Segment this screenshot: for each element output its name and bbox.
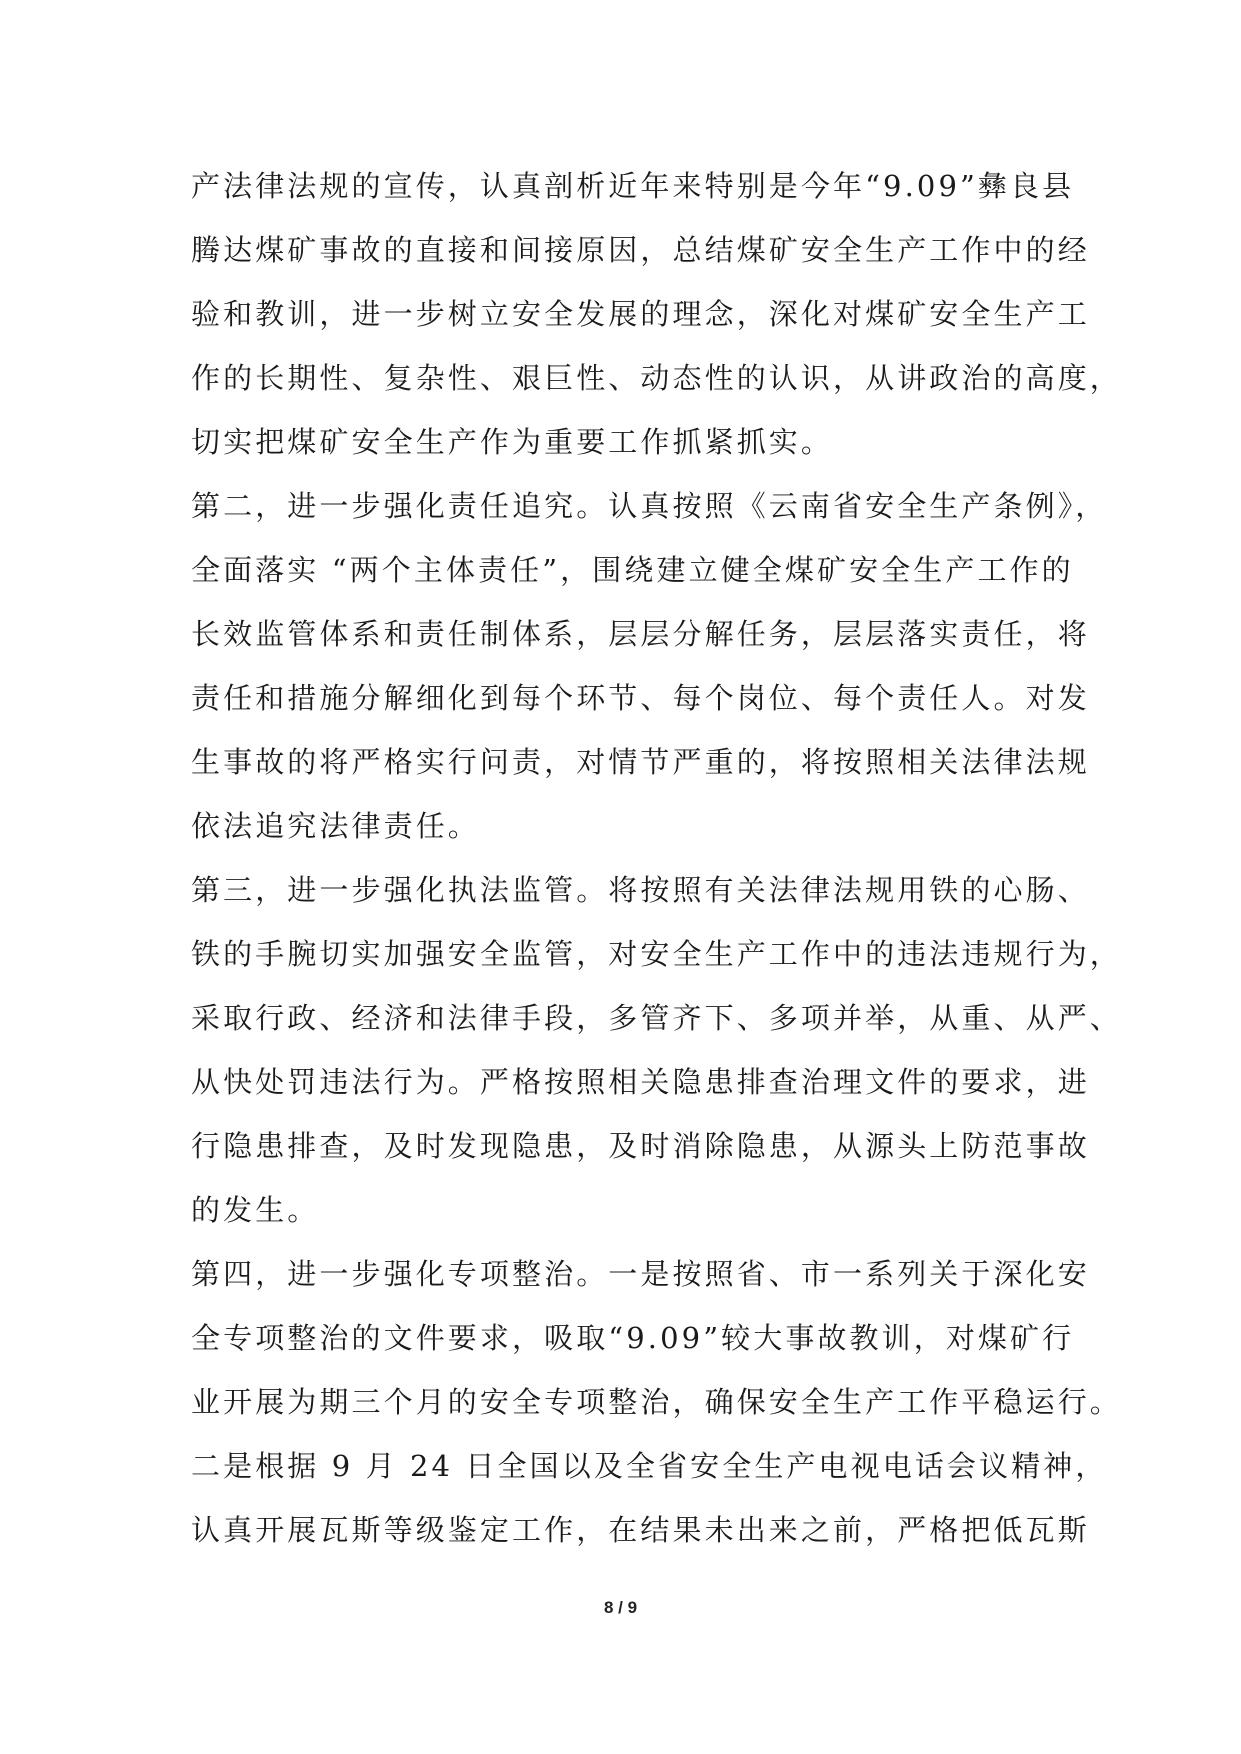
- text-line: 全专项整治的文件要求，吸取“9.09”较大事故教训，对煤矿行: [191, 1321, 1075, 1355]
- text-line: 产法律法规的宣传，认真剖析近年来特别是今年“9.09”彝良县: [191, 169, 1075, 203]
- text-line: 全面落实 “两个主体责任”，围绕建立健全煤矿安全生产工作的: [191, 553, 1074, 587]
- text-line: 行隐患排查，及时发现隐患，及时消除隐患，从源头上防范事故: [191, 1129, 1090, 1163]
- text-line: 验和教训，进一步树立安全发展的理念，深化对煤矿安全生产工: [191, 297, 1090, 331]
- text-line: 第三，进一步强化执法监管。将按照有关法律法规用铁的心肠、: [191, 873, 1090, 907]
- document-body: [191, 154, 1122, 1562]
- text-line: 依法追究法律责任。: [191, 809, 480, 843]
- text-line: 第二，进一步强化责任追究。认真按照《云南省安全生产条例》，: [191, 489, 1108, 523]
- text-line: 从快处罚违法行为。严格按照相关隐患排查治理文件的要求，进: [191, 1065, 1090, 1099]
- page-number: 8 / 9: [603, 1598, 638, 1617]
- text-line: 铁的手腕切实加强安全监管，对安全生产工作中的违法违规行为，: [191, 937, 1122, 971]
- text-line: 腾达煤矿事故的直接和间接原因，总结煤矿安全生产工作中的经: [191, 233, 1090, 267]
- text-line: 的发生。: [191, 1193, 320, 1227]
- text-line: 二是根据 9 月 24 日全国以及全省安全生产电视电话会议精神，: [191, 1449, 1108, 1483]
- text-line: 业开展为期三个月的安全专项整治，确保安全生产工作平稳运行。: [191, 1385, 1122, 1419]
- text-line: 认真开展瓦斯等级鉴定工作，在结果未出来之前，严格把低瓦斯: [191, 1513, 1090, 1547]
- text-line: 作的长期性、复杂性、艰巨性、动态性的认识，从讲政治的高度，: [191, 361, 1122, 395]
- text-line: 生事故的将严格实行问责，对情节严重的，将按照相关法律法规: [191, 745, 1090, 779]
- text-line: 责任和措施分解细化到每个环节、每个岗位、每个责任人。对发: [191, 681, 1090, 715]
- text-line: 采取行政、经济和法律手段，多管齐下、多项并举，从重、从严、: [191, 1001, 1122, 1035]
- text-line: 长效监管体系和责任制体系，层层分解任务，层层落实责任，将: [191, 617, 1090, 651]
- text-line: 切实把煤矿安全生产作为重要工作抓紧抓实。: [191, 425, 834, 459]
- text-line: 第四，进一步强化专项整治。一是按照省、市一系列关于深化安: [191, 1257, 1090, 1291]
